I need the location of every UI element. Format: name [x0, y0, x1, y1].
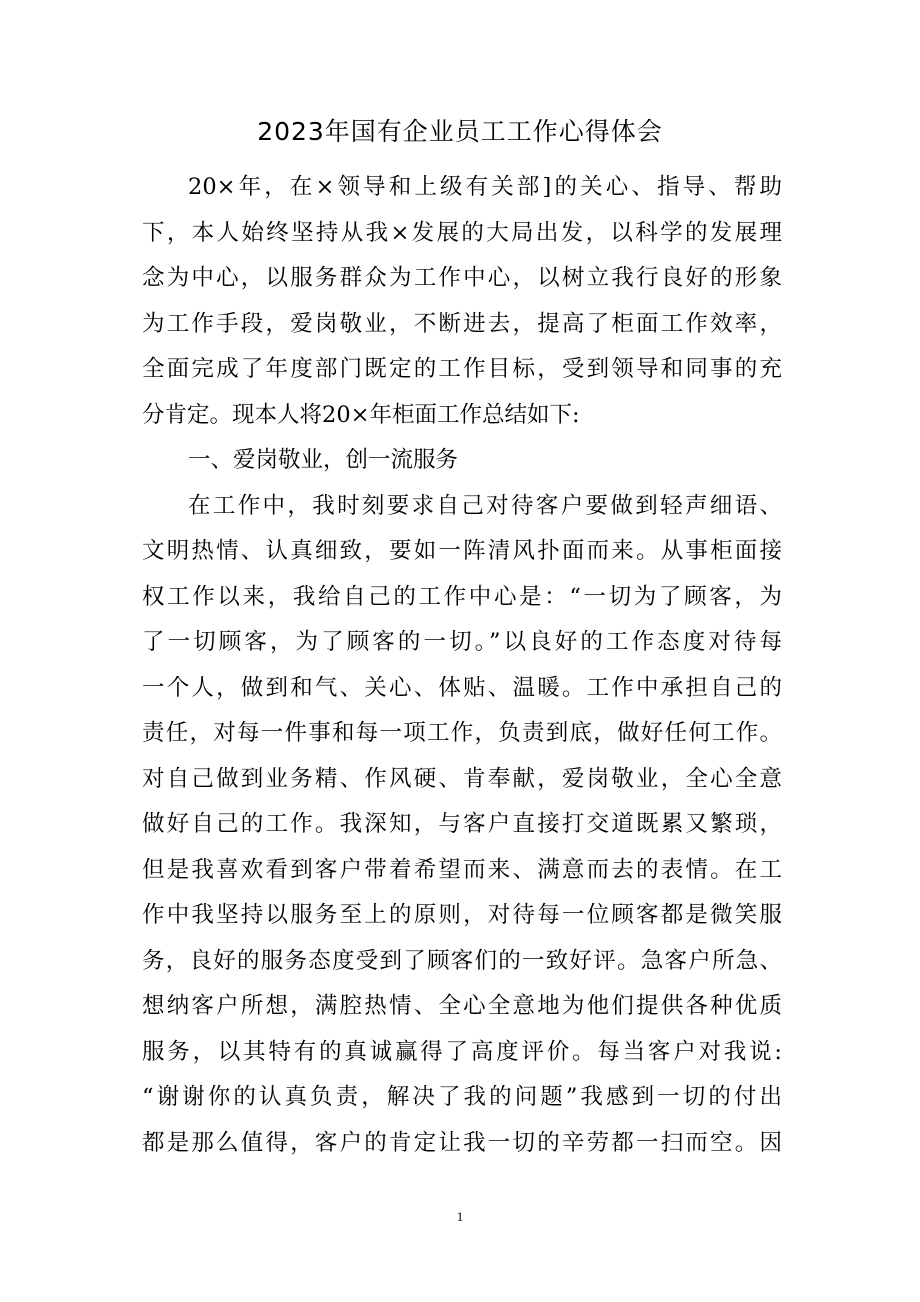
paragraph-line: 务，良好的服务态度受到了顾客们的一致好评。急客户所急、: [142, 947, 782, 974]
section-heading: 一、爱岗敬业，创一流服务: [188, 447, 459, 473]
paragraph-line: 分肯定。现本人将20×年柜面工作总结如下:: [142, 401, 580, 428]
paragraph-line: 念为中心，以服务群众为工作中心，以树立我行良好的形象: [142, 265, 782, 291]
page-number: 1: [456, 1209, 464, 1224]
paragraph-line: 做好自己的工作。我深知，与客户直接打交道既累又繁琐，: [142, 811, 782, 837]
paragraph-line: “谢谢你的认真负责，解决了我的问题”我感到一切的付出: [142, 1084, 782, 1110]
paragraph-line: 责任，对每一件事和每一项工作，负责到底，做好任何工作。: [142, 720, 782, 746]
paragraph-line: 但是我喜欢看到客户带着希望而来、满意而去的表情。在工: [142, 856, 782, 883]
document-title: 2023年国有企业员工工作心得体会: [257, 117, 663, 146]
paragraph-line: 都是那么值得，客户的肯定让我一切的辛劳都一扫而空。因: [142, 1129, 782, 1156]
paragraph-line: 全面完成了年度部门既定的工作目标，受到领导和同事的充: [142, 356, 782, 382]
paragraph-line: 文明热情、认真细致，要如一阵清风扑面而来。从事柜面接: [142, 538, 782, 564]
paragraph-line: 20×年，在×领导和上级有关部]的关心、指导、帮助: [188, 174, 782, 200]
paragraph-line: 想纳客户所想，满腔热情、全心全意地为他们提供各种优质: [142, 993, 782, 1019]
paragraph-line: 作中我坚持以服务至上的原则，对待每一位顾客都是微笑服: [142, 902, 782, 928]
document-body: [142, 165, 782, 1166]
paragraph-line: 下，本人始终坚持从我×发展的大局出发，以科学的发展理: [142, 219, 782, 246]
paragraph-line: 为工作手段，爱岗敬业，不断进去，提高了柜面工作效率，: [142, 310, 782, 337]
paragraph-line: 了一切顾客，为了顾客的一切。”以良好的工作态度对待每: [142, 629, 782, 655]
paragraph-line: 对自己做到业务精、作风硬、肯奉献，爱岗敬业，全心全意: [142, 765, 782, 792]
paragraph-line: 服务，以其特有的真诚赢得了高度评价。每当客户对我说:: [142, 1038, 782, 1065]
paragraph-line: 权工作以来，我给自己的工作中心是：“一切为了顾客，为: [142, 583, 782, 610]
paragraph-line: 一个人，做到和气、关心、体贴、温暖。工作中承担自己的: [142, 674, 782, 701]
paragraph-line: 在工作中，我时刻要求自己对待客户要做到轻声细语、: [188, 492, 782, 519]
